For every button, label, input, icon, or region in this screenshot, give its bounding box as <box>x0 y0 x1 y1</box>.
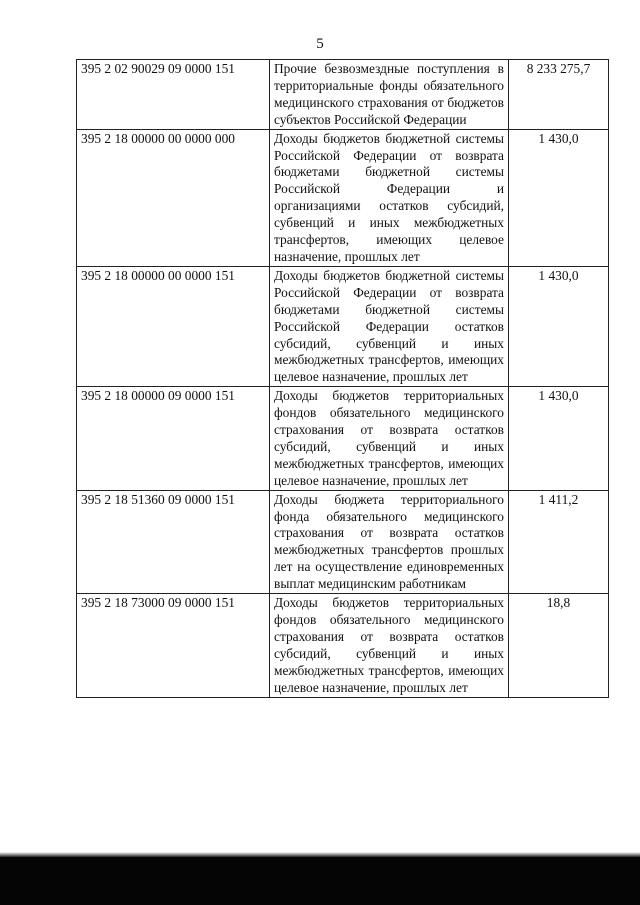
budget-code-cell: 395 2 02 90029 09 0000 151 <box>77 60 270 130</box>
description-cell: Доходы бюджета территориального фонда обязательного медицинского страхования от возврата остатков межбюджетных трансфертов прошлых лет на осуществление единовременных выплат медицинским работникам <box>270 490 509 593</box>
amount-cell: 1 430,0 <box>509 129 609 266</box>
description-cell: Доходы бюджетов территориальных фондов обязательного медицинского страхования от возврата остатков субсидий, субвенций и иных межбюджетных трансфертов, имеющих целевое назначение, прошлых лет <box>270 594 509 697</box>
budget-code-cell: 395 2 18 73000 09 0000 151 <box>77 594 270 697</box>
table-row <box>77 490 609 593</box>
table-row <box>77 594 609 697</box>
description-cell: Доходы бюджетов бюджетной системы Российской Федерации от возврата бюджетами бюджетной системы Российской Федерации и организациями остатков субсидий, субвенций и иных межбюджетных трансфертов, имеющих целевое назначение, прошлых лет <box>270 129 509 266</box>
scan-border-bar <box>0 857 640 905</box>
description-cell: Прочие безвозмездные поступления в территориальные фонды обязательного медицинского страхования от бюджетов субъектов Российской Федерации <box>270 60 509 130</box>
amount-cell: 18,8 <box>509 594 609 697</box>
description-cell: Доходы бюджетов бюджетной системы Российской Федерации от возврата бюджетами бюджетной системы Российской Федерации остатков субсидий, субвенций и иных межбюджетных трансфертов, имеющих целевое назначение, прошлых лет <box>270 266 509 386</box>
table-row <box>77 129 609 266</box>
amount-cell: 8 233 275,7 <box>509 60 609 130</box>
amount-cell: 1 411,2 <box>509 490 609 593</box>
budget-code-cell: 395 2 18 00000 00 0000 000 <box>77 129 270 266</box>
budget-code-cell: 395 2 18 00000 09 0000 151 <box>77 387 270 490</box>
budget-revenue-table <box>76 59 609 698</box>
amount-cell: 1 430,0 <box>509 387 609 490</box>
amount-cell: 1 430,0 <box>509 266 609 386</box>
table-row <box>77 266 609 386</box>
table-row <box>77 60 609 130</box>
description-cell: Доходы бюджетов территориальных фондов обязательного медицинского страхования от возврата остатков субсидий, субвенций и иных межбюджетных трансфертов, имеющих целевое назначение, прошлых лет <box>270 387 509 490</box>
table-row <box>77 387 609 490</box>
budget-code-cell: 395 2 18 51360 09 0000 151 <box>77 490 270 593</box>
page-number: 5 <box>316 36 324 52</box>
budget-code-cell: 395 2 18 00000 00 0000 151 <box>77 266 270 386</box>
